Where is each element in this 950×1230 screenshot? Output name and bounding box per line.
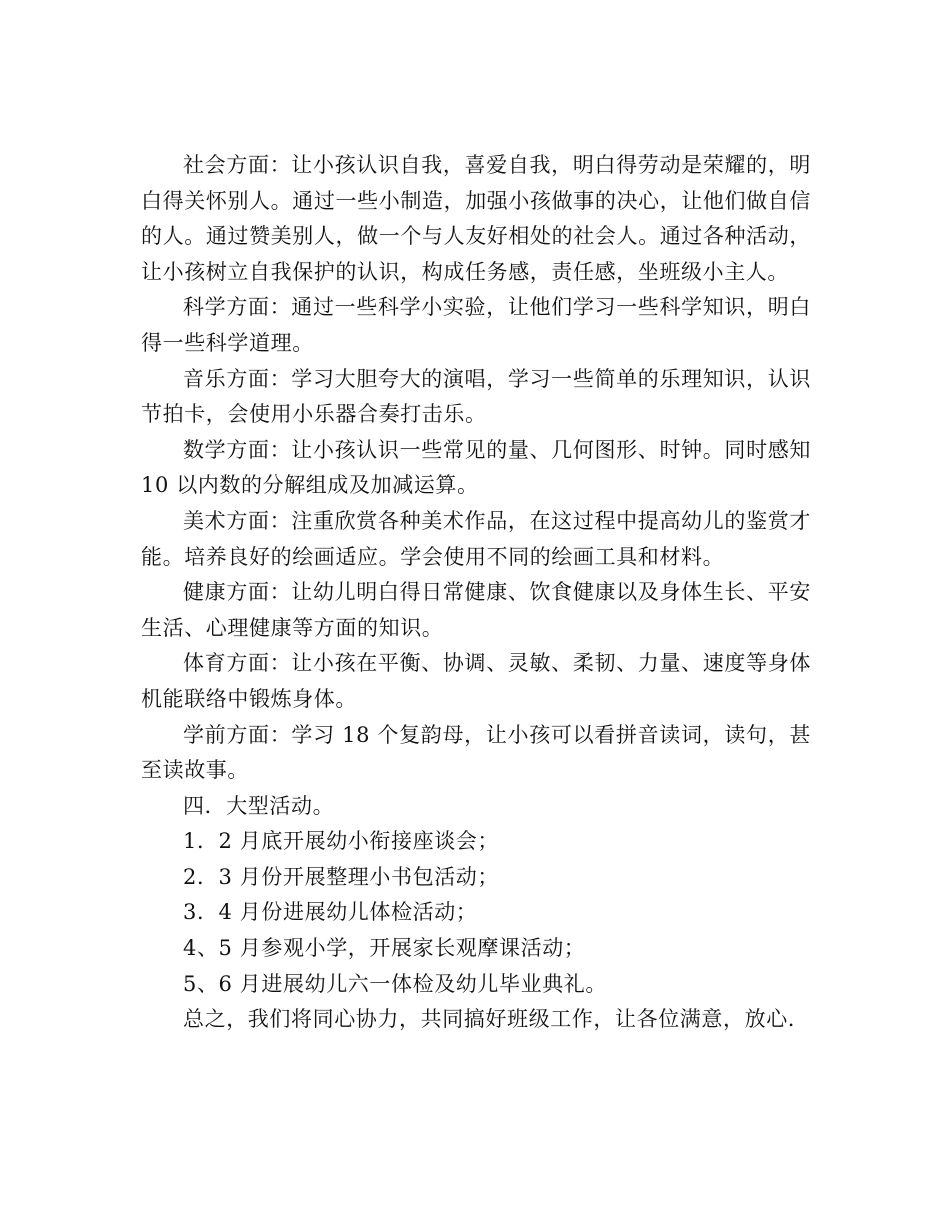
paragraph-conclusion: 总之，我们将同心协力，共同搞好班级工作，让各位满意，放心. [183, 1007, 796, 1032]
list-item-3: 3．4 月份进展幼儿体检活动； [183, 900, 478, 925]
paragraph-preschool: 学前方面：学习 18 个复韵母，让小孩可以看拼音读词，读句，甚至读故事。 [141, 722, 811, 783]
paragraph-music: 音乐方面：学习大胆夸大的演唱，学习一些简单的乐理知识，认识节拍卡，会使用小乐器合奏打击乐。 [141, 366, 811, 427]
paragraph-health: 健康方面：让幼儿明白得日常健康、饮食健康以及身体生长、平安生活、心理健康等方面的知识。 [141, 580, 811, 640]
list-item-1: 1．2 月底开展幼小衔接座谈会； [183, 829, 499, 854]
paragraph-social: 社会方面：让小孩认识自我，喜爱自我，明白得劳动是荣耀的，明白得关怀别人。通过一些小制造，加强小孩做事的决心，让他们做自信的人。通过赞美别人，做一个与人友好相处的社会人。通过各种活动，让小孩树立自我保护的认识，构成任务感，责任感，坐班级小主人。 [141, 153, 811, 284]
paragraph-sports: 体育方面：让小孩在平衡、协调、灵敏、柔韧、力量、速度等身体机能联络中锻炼身体。 [141, 651, 811, 711]
paragraph-science: 科学方面：通过一些科学小实验，让他们学习一些科学知识，明白得一些科学道理。 [141, 295, 811, 355]
list-item-2: 2．3 月份开展整理小书包活动； [183, 864, 499, 889]
paragraph-math: 数学方面：让小孩认识一些常见的量、几何图形、时钟。同时感知 10 以内数的分解组成及加减运算。 [141, 437, 811, 498]
list-item-4: 4、5 月参观小学，开展家长观摩课活动； [183, 936, 586, 961]
section-heading-activities: 四．大型活动。 [183, 793, 335, 818]
document-body [141, 148, 811, 1038]
paragraph-art: 美术方面：注重欣赏各种美术作品，在这过程中提高幼儿的鉴赏才能。培养良好的绘画适应。学会使用不同的绘画工具和材料。 [141, 508, 811, 569]
list-item-5: 5、6 月进展幼儿六一体检及幼儿毕业典礼。 [183, 971, 607, 996]
